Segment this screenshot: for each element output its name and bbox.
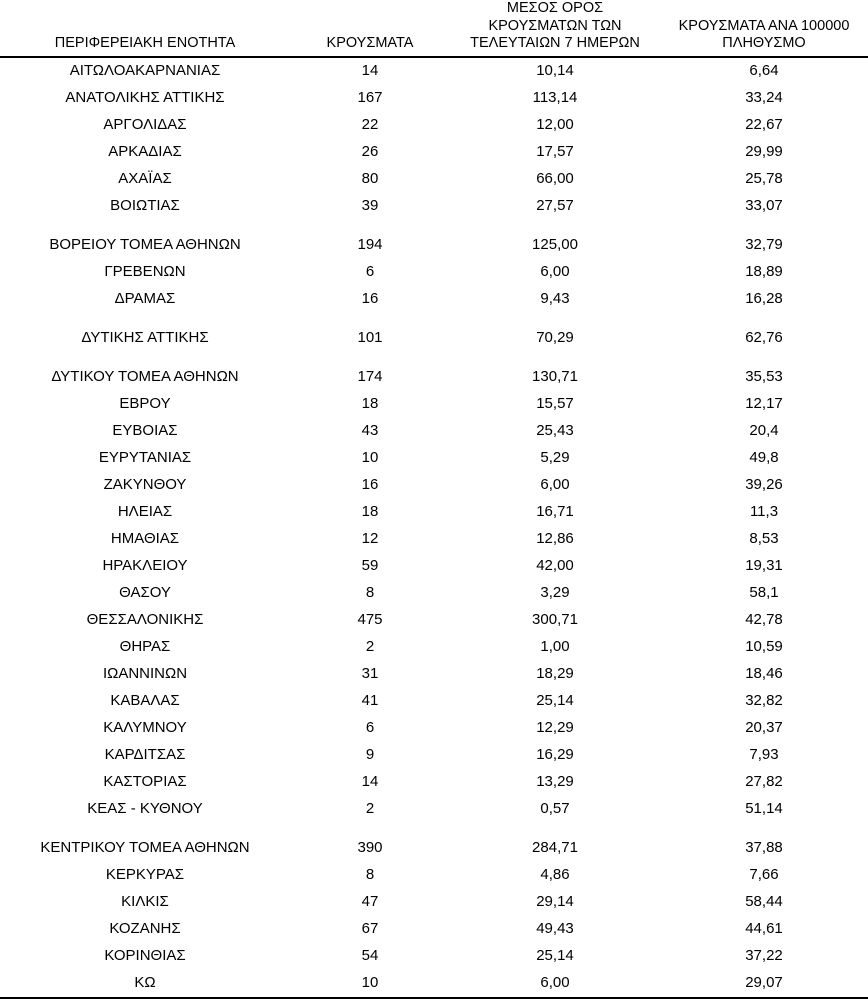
cell-region: ΚΕΡΚΥΡΑΣ (105, 866, 185, 884)
cell-per-100000: 33,24 (745, 89, 783, 107)
cell-cases: 18 (361, 503, 379, 521)
cell-region: ΚΙΛΚΙΣ (121, 893, 169, 911)
table-spacer-row (0, 313, 868, 325)
cell-7day-average: 25,43 (536, 422, 574, 440)
table-row (0, 472, 868, 499)
cell-cases: 167 (357, 89, 383, 107)
table-row (0, 916, 868, 943)
cell-7day-average: 18,29 (536, 665, 574, 683)
cell-7day-average: 27,57 (536, 197, 574, 215)
cell-7day-average: 13,29 (536, 773, 574, 791)
cell-region: ΕΥΒΟΙΑΣ (112, 422, 178, 440)
table-spacer-cell (0, 220, 868, 232)
column-header-region (0, 0, 290, 57)
table-row (0, 889, 868, 916)
cell-7day-average: 0,57 (540, 800, 570, 818)
cell-7day-average: 25,14 (536, 947, 574, 965)
cell-per-100000: 16,28 (745, 290, 783, 308)
cell-region: ΑΡΓΟΛΙΔΑΣ (103, 116, 187, 134)
cell-7day-average: 3,29 (540, 584, 570, 602)
cell-cases: 194 (357, 236, 383, 254)
table-row (0, 391, 868, 418)
cell-region: ΔΥΤΙΚΗΣ ΑΤΤΙΚΗΣ (81, 329, 209, 347)
cell-cases: 14 (361, 773, 379, 791)
cell-region: ΕΥΡΥΤΑΝΙΑΣ (98, 449, 192, 467)
cell-per-100000: 32,82 (745, 692, 783, 710)
table-spacer-row (0, 823, 868, 835)
cell-per-100000: 35,53 (745, 368, 783, 386)
table-row (0, 139, 868, 166)
cell-region: ΒΟΙΩΤΙΑΣ (110, 197, 180, 215)
cell-region: ΚΟΖΑΝΗΣ (109, 920, 181, 938)
column-header-line: ΚΡΟΥΣΜΑΤΑ ΑΝΑ 100000 (678, 17, 850, 34)
table-row (0, 553, 868, 580)
cell-cases: 39 (361, 197, 379, 215)
cell-region: ΙΩΑΝΝΙΝΩΝ (102, 665, 188, 683)
table-row (0, 499, 868, 526)
cell-region: ΔΥΤΙΚΟΥ ΤΟΜΕΑ ΑΘΗΝΩΝ (51, 368, 239, 386)
table-row (0, 769, 868, 796)
cell-per-100000: 33,07 (745, 197, 783, 215)
cell-region: ΚΑΡΔΙΤΣΑΣ (104, 746, 186, 764)
table-row (0, 112, 868, 139)
cell-cases: 59 (361, 557, 379, 575)
cell-per-100000: 37,88 (745, 839, 783, 857)
table-row (0, 232, 868, 259)
table-row (0, 193, 868, 220)
table-header (0, 0, 868, 57)
table-row (0, 526, 868, 553)
cell-cases: 10 (361, 449, 379, 467)
cell-cases: 43 (361, 422, 379, 440)
cell-region: ΗΜΑΘΙΑΣ (110, 530, 180, 548)
cell-region: ΖΑΚΥΝΘΟΥ (103, 476, 187, 494)
cell-7day-average: 113,14 (532, 89, 578, 107)
cell-per-100000: 25,78 (745, 170, 783, 188)
column-header-per-100000 (660, 0, 868, 57)
cell-region: ΑΧΑΪΑΣ (118, 170, 172, 188)
table-row (0, 85, 868, 112)
cell-7day-average: 125,00 (532, 236, 578, 254)
table-row (0, 862, 868, 889)
cell-cases: 8 (365, 584, 375, 602)
cell-7day-average: 300,71 (532, 611, 578, 629)
cell-region: ΚΑΛΥΜΝΟΥ (103, 719, 187, 737)
cell-per-100000: 22,67 (745, 116, 783, 134)
cell-7day-average: 6,00 (450, 970, 660, 998)
table-row (0, 259, 868, 286)
table-row (0, 57, 868, 85)
cell-7day-average: 42,00 (536, 557, 574, 575)
table-body (0, 57, 868, 998)
cell-per-100000: 58,1 (749, 584, 779, 602)
cell-region: ΚΕΝΤΡΙΚΟΥ ΤΟΜΕΑ ΑΘΗΝΩΝ (40, 839, 250, 857)
table-row (0, 325, 868, 352)
cell-7day-average: 66,00 (536, 170, 574, 188)
cell-cases: 67 (361, 920, 379, 938)
cell-cases: 22 (361, 116, 379, 134)
cell-per-100000: 20,37 (745, 719, 783, 737)
cell-per-100000: 49,8 (749, 449, 779, 467)
cell-region: ΑΝΑΤΟΛΙΚΗΣ ΑΤΤΙΚΗΣ (65, 89, 225, 107)
table-row (0, 286, 868, 313)
cell-cases: 390 (357, 839, 383, 857)
cell-per-100000: 6,64 (749, 62, 779, 80)
cell-region: ΘΑΣΟΥ (119, 584, 171, 602)
cell-cases: 12 (361, 530, 379, 548)
table-row (0, 661, 868, 688)
cell-per-100000: 37,22 (745, 947, 783, 965)
cell-7day-average: 12,29 (536, 719, 574, 737)
cell-7day-average: 70,29 (536, 329, 574, 347)
cell-cases: 475 (357, 611, 383, 629)
table-row (0, 742, 868, 769)
cell-per-100000: 12,17 (745, 395, 783, 413)
cell-per-100000: 11,3 (749, 503, 779, 521)
column-header-cases (290, 0, 450, 57)
table-row (0, 970, 868, 998)
cell-7day-average: 25,14 (536, 692, 574, 710)
column-header-line: ΤΕΛΕΥΤΑΙΩΝ 7 ΗΜΕΡΩΝ (470, 35, 640, 52)
table-spacer-cell (0, 352, 868, 364)
cell-cases: 101 (357, 329, 383, 347)
table-row (0, 688, 868, 715)
cell-per-100000: 29,99 (745, 143, 783, 161)
cell-per-100000: 18,46 (745, 665, 783, 683)
column-header-line: ΚΡΟΥΣΜΑΤΑ (326, 35, 414, 52)
cell-cases: 10 (290, 970, 450, 998)
cell-cases: 16 (361, 476, 379, 494)
cell-per-100000: 19,31 (745, 557, 783, 575)
table-spacer-row (0, 220, 868, 232)
cell-region: ΚΑΒΑΛΑΣ (110, 692, 180, 710)
cell-7day-average: 17,57 (536, 143, 574, 161)
table-header-row (0, 0, 868, 57)
table-row (0, 796, 868, 823)
cell-region: ΗΡΑΚΛΕΙΟΥ (102, 557, 188, 575)
cell-region: ΒΟΡΕΙΟΥ ΤΟΜΕΑ ΑΘΗΝΩΝ (49, 236, 241, 254)
cell-cases: 174 (357, 368, 383, 386)
cell-per-100000: 51,14 (745, 800, 783, 818)
cell-region: ΑΙΤΩΛΟΑΚΑΡΝΑΝΙΑΣ (69, 62, 221, 80)
cell-region: ΘΕΣΣΑΛΟΝΙΚΗΣ (86, 611, 204, 629)
table-row (0, 364, 868, 391)
cell-7day-average: 10,14 (536, 62, 574, 80)
cell-cases: 80 (361, 170, 379, 188)
cell-cases: 31 (361, 665, 379, 683)
cell-7day-average: 16,71 (536, 503, 574, 521)
cell-per-100000: 27,82 (745, 773, 783, 791)
table-row (0, 445, 868, 472)
table-spacer-cell (0, 823, 868, 835)
table-row (0, 166, 868, 193)
cell-7day-average: 15,57 (536, 395, 574, 413)
cell-per-100000: 42,78 (745, 611, 783, 629)
cell-cases: 26 (361, 143, 379, 161)
cell-cases: 6 (365, 263, 375, 281)
cell-per-100000: 8,53 (749, 530, 779, 548)
cell-7day-average: 6,00 (540, 476, 570, 494)
cell-cases: 16 (361, 290, 379, 308)
cell-per-100000: 20,4 (749, 422, 779, 440)
cell-cases: 2 (365, 800, 375, 818)
table-row (0, 943, 868, 970)
table-row (0, 607, 868, 634)
cell-cases: 8 (365, 866, 375, 884)
cell-cases: 18 (361, 395, 379, 413)
table-row (0, 580, 868, 607)
column-header-line: ΠΛΗΘΥΣΜΟ (722, 35, 806, 52)
cell-cases: 41 (361, 692, 379, 710)
cell-per-100000: 29,07 (660, 970, 868, 998)
table-row (0, 418, 868, 445)
cell-cases: 2 (365, 638, 375, 656)
cell-region: ΘΗΡΑΣ (119, 638, 171, 656)
cell-region: ΚΑΣΤΟΡΙΑΣ (103, 773, 187, 791)
cell-region: ΓΡΕΒΕΝΩΝ (104, 263, 186, 281)
cell-per-100000: 7,66 (749, 866, 779, 884)
table-row (0, 715, 868, 742)
table-row (0, 835, 868, 862)
cell-7day-average: 9,43 (540, 290, 570, 308)
cell-cases: 54 (361, 947, 379, 965)
cell-per-100000: 7,93 (749, 746, 779, 764)
cell-7day-average: 49,43 (536, 920, 574, 938)
column-header-line: ΠΕΡΙΦΕΡΕΙΑΚΗ ΕΝΟΤΗΤΑ (54, 35, 236, 52)
cell-cases: 47 (361, 893, 379, 911)
cell-per-100000: 58,44 (745, 893, 783, 911)
cell-7day-average: 5,29 (540, 449, 570, 467)
cell-per-100000: 18,89 (745, 263, 783, 281)
table-spacer-row (0, 352, 868, 364)
cell-region: ΔΡΑΜΑΣ (114, 290, 176, 308)
cell-region: ΑΡΚΑΔΙΑΣ (108, 143, 182, 161)
cell-7day-average: 1,00 (540, 638, 570, 656)
column-header-7day-average (450, 0, 660, 57)
cell-region: ΚΕΑΣ - ΚΥΘΝΟΥ (87, 800, 203, 818)
cell-7day-average: 6,00 (540, 263, 570, 281)
cell-7day-average: 12,00 (536, 116, 574, 134)
cell-cases: 14 (361, 62, 379, 80)
cell-cases: 6 (365, 719, 375, 737)
cell-7day-average: 130,71 (532, 368, 578, 386)
cell-per-100000: 44,61 (745, 920, 783, 938)
cell-region: ΚΩ (0, 970, 290, 998)
cell-region: ΚΟΡΙΝΘΙΑΣ (104, 947, 186, 965)
cell-region: ΕΒΡΟΥ (119, 395, 171, 413)
table-row (0, 634, 868, 661)
cell-per-100000: 32,79 (745, 236, 783, 254)
cell-7day-average: 29,14 (536, 893, 574, 911)
table-spacer-cell (0, 313, 868, 325)
cell-7day-average: 16,29 (536, 746, 574, 764)
column-header-line: ΜΕΣΟΣ ΟΡΟΣ (506, 0, 604, 16)
cell-7day-average: 4,86 (540, 866, 570, 884)
cell-7day-average: 284,71 (532, 839, 578, 857)
cell-7day-average: 12,86 (536, 530, 574, 548)
column-header-line: ΚΡΟΥΣΜΑΤΩΝ ΤΩΝ (488, 17, 622, 34)
cell-per-100000: 62,76 (745, 329, 783, 347)
cell-region: ΗΛΕΙΑΣ (117, 503, 173, 521)
cell-cases: 9 (365, 746, 375, 764)
cell-per-100000: 10,59 (745, 638, 783, 656)
cell-per-100000: 39,26 (745, 476, 783, 494)
